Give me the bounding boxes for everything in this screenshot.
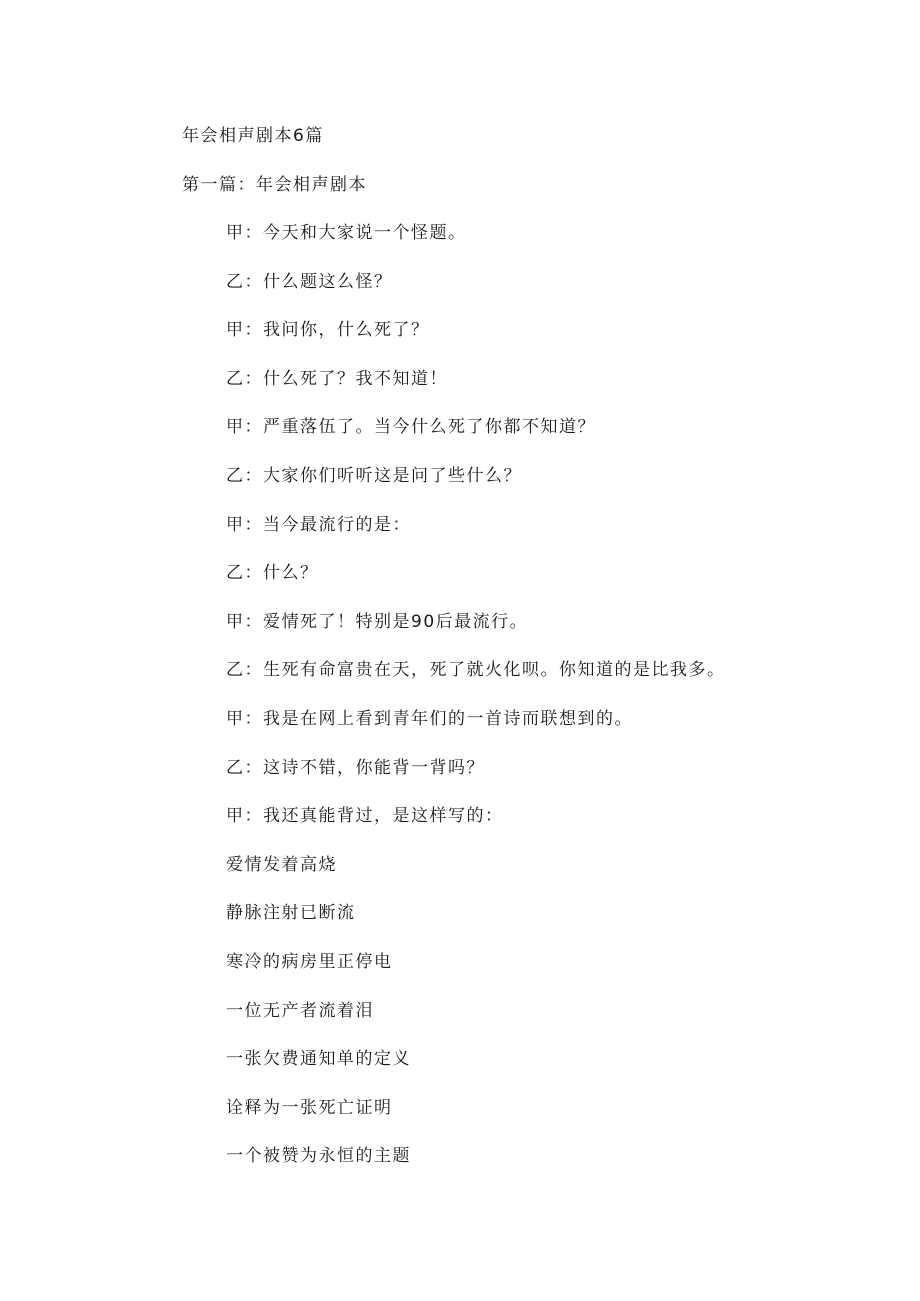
dialogue-line: 乙：生死有命富贵在天，死了就火化呗。你知道的是比我多。 [226,660,726,681]
dialogue-line: 甲：爱情死了！特别是90后最流行。 [226,611,529,632]
dialogue-line: 甲：我问你，什么死了？ [226,320,430,341]
dialogue-line: 乙：什么死了？我不知道！ [226,368,448,389]
dialogue-line: 乙：什么题这么怪？ [226,271,393,292]
poem-line: 诠释为一张死亡证明 [226,1097,393,1118]
poem-line: 爱情发着高烧 [226,854,337,875]
dialogue-line: 甲：我还真能背过，是这样写的： [226,806,504,827]
dialogue-line: 甲：我是在网上看到青年们的一首诗而联想到的。 [226,708,633,729]
poem-line: 静脉注射已断流 [226,903,356,924]
script-lines [226,221,726,1193]
dialogue-line: 乙：这诗不错，你能背一背吗？ [226,757,485,778]
dialogue-line: 乙：大家你们听听这是问了些什么？ [226,465,522,486]
section-title: 第一篇：年会相声剧本 [182,175,367,195]
dialogue-line: 甲：当今最流行的是： [226,514,411,535]
poem-line: 一张欠费通知单的定义 [226,1049,411,1070]
poem-line: 一位无产者流着泪 [226,1000,374,1021]
poem-line: 一个被赞为永恒的主题 [226,1146,411,1167]
dialogue-line: 甲：严重落伍了。当今什么死了你都不知道？ [226,417,596,438]
dialogue-line: 乙：什么？ [226,563,319,584]
dialogue-line: 甲：今天和大家说一个怪题。 [226,223,467,243]
document-title: 年会相声剧本6篇 [182,126,324,146]
poem-line: 寒冷的病房里正停电 [226,951,393,972]
